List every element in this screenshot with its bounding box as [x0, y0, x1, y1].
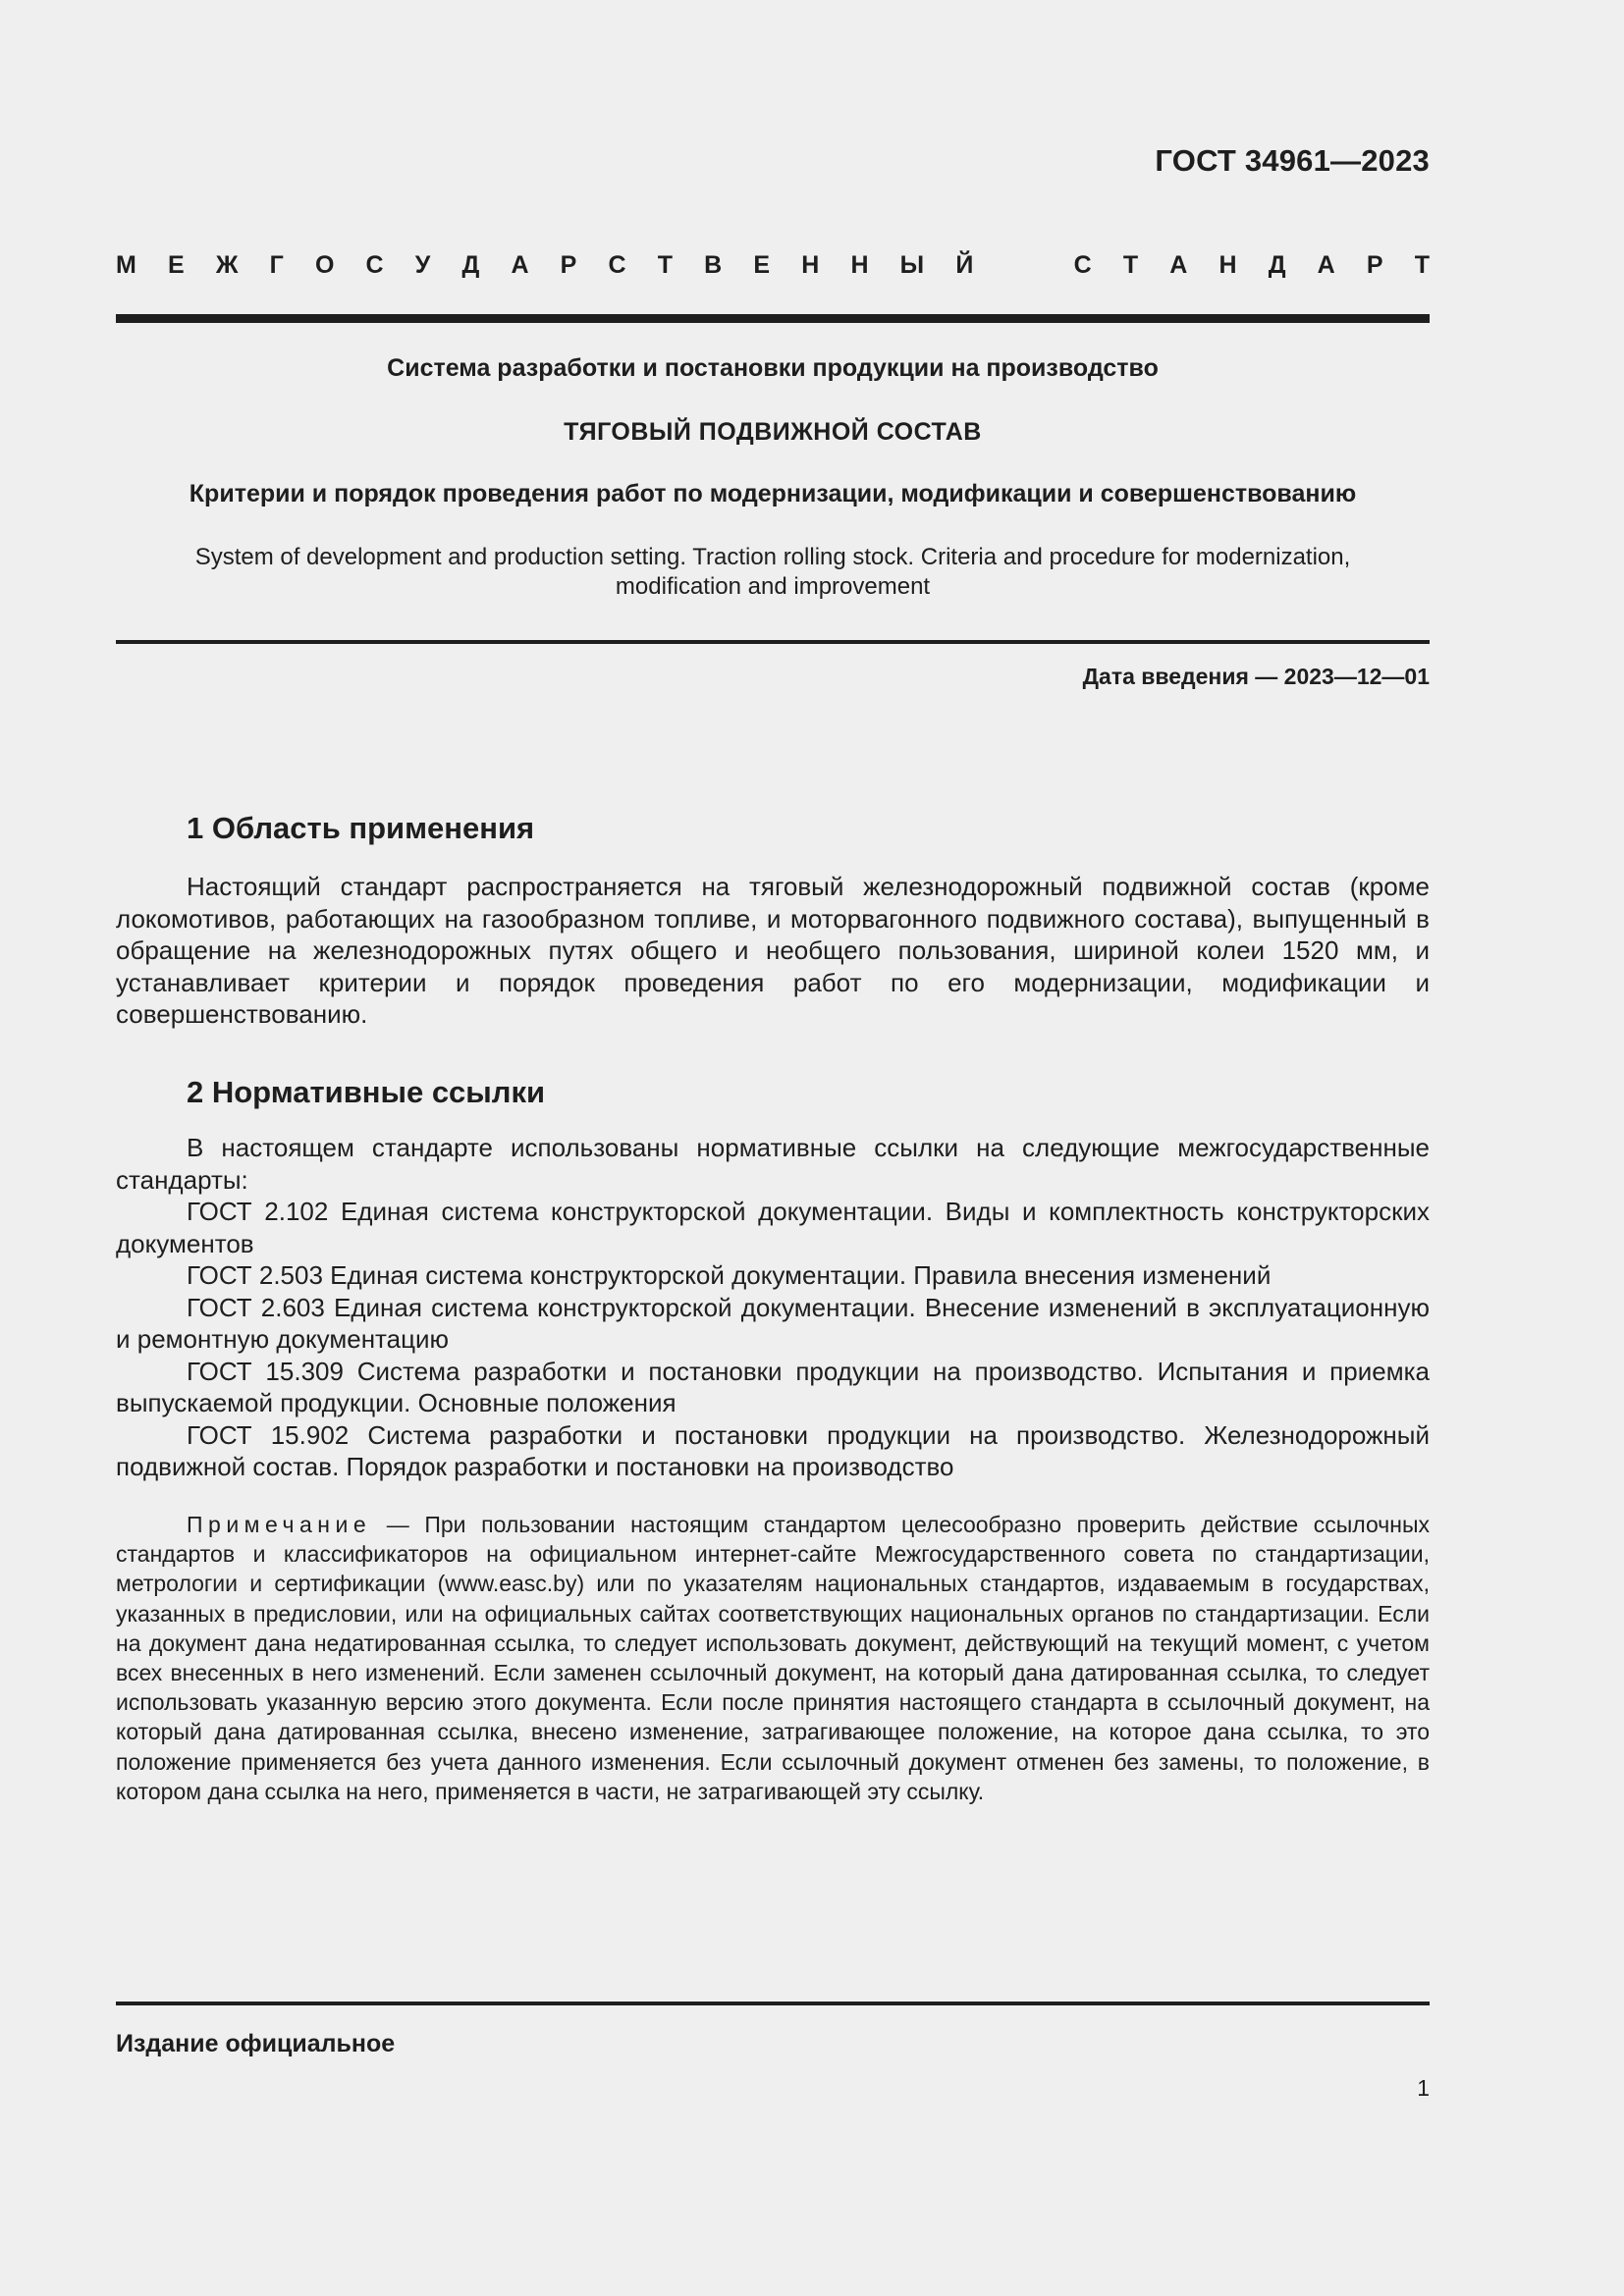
page-number: 1 — [1417, 2075, 1430, 2101]
note-text: — При пользовании настоящим стандартом целесообразно проверить действие ссылочных стандартов и классификаторов на официальном интернет-сайте Межгосударственного совета по стандартизации, метрологии и сертификации (www.easc.by) или по указателям национальных стандартов, издаваемым в государствах, указанных в предисловии, или на официальных сайтах соответствующих национальных органов по стандартизации. Если на документ дана недатированная ссылка, то следует использовать документ, действующий на текущий момент, с учетом всех внесенных в него изменений. Если заменен ссылочный документ, на который дана датированная ссылка, то следует использовать указанную версию этого документа. Если после принятия настоящего стандарта в ссылочный документ, на который дана датированная ссылка, внесено изменение, затрагивающее положение, на которое дана ссылка, то это положение применяется без учета данного изменения. Если ссылочный документ отменен без замены, то положение, в котором дана ссылка на него, применяется в части, не затрагивающей эту ссылку. — [116, 1512, 1430, 1804]
references-block — [116, 1132, 1430, 1483]
banner-letter: Ы — [899, 251, 925, 279]
banner-letter: М — [116, 251, 136, 279]
footer-rule — [116, 2002, 1430, 2005]
banner-letter: А — [1317, 251, 1335, 279]
banner-letter: Е — [753, 251, 771, 279]
banner-letter: Н — [801, 251, 820, 279]
banner-letter: Т — [1414, 251, 1430, 279]
banner-letter: А — [1169, 251, 1188, 279]
product-title: ТЯГОВЫЙ ПОДВИЖНОЙ СОСТАВ — [564, 418, 982, 446]
banner-letter: Е — [167, 251, 185, 279]
references-note — [116, 1510, 1430, 1806]
document-page — [116, 0, 1430, 2296]
section-heading-references: 2 Нормативные ссылки — [187, 1075, 546, 1109]
reference-item: ГОСТ 2.503 Единая система конструкторской документации. Правила внесения изменений — [187, 1260, 1272, 1290]
banner-letter: Д — [1268, 251, 1286, 279]
scope-text: Настоящий стандарт распространяется на тяговый железнодорожный подвижной состав (кроме локомотивов, работающих на газообразном топливе, и моторвагонного подвижного состава), выпущенный в обращение на железнодорожных путях общего и необщего пользования, шириной колеи 1520 мм, и устанавливает критерии и порядок проведения работ по его модернизации, модификации и совершенствованию. — [116, 872, 1430, 1029]
banner-letter: У — [414, 251, 431, 279]
banner-letter: Р — [560, 251, 577, 279]
banner-letter: С — [608, 251, 626, 279]
banner-letter: Й — [955, 251, 974, 279]
intro-date: Дата введения — 2023—12—01 — [1082, 664, 1430, 689]
banner-letter: С — [1073, 251, 1092, 279]
banner-letter: О — [314, 251, 335, 279]
header-rule — [116, 314, 1430, 323]
reference-item: ГОСТ 15.902 Система разработки и постановки продукции на производство. Железнодорожный подвижной состав. Порядок разработки и постановки на производство — [116, 1419, 1430, 1481]
banner-letter: А — [511, 251, 529, 279]
banner-letter: С — [365, 251, 384, 279]
interstate-standard-banner — [116, 251, 1430, 280]
banner-letter: Г — [269, 251, 284, 279]
banner-letter: Ж — [215, 251, 239, 279]
reference-item: ГОСТ 2.102 Единая система конструкторской документации. Виды и комплектность конструкторских документов — [116, 1197, 1430, 1258]
banner-letter: В — [704, 251, 723, 279]
scope-paragraph — [116, 871, 1430, 1031]
criteria-title: Критерии и порядок проведения работ по модернизации, модификации и совершенствованию — [189, 480, 1357, 507]
banner-gap — [1004, 251, 1042, 280]
banner-letter: Т — [1122, 251, 1139, 279]
note-label: Примечание — [187, 1512, 372, 1537]
banner-letter: Р — [1366, 251, 1383, 279]
title-rule — [116, 640, 1430, 644]
banner-letter: Д — [461, 251, 480, 279]
banner-letter: Н — [1218, 251, 1237, 279]
banner-letter: Н — [850, 251, 869, 279]
reference-item: ГОСТ 15.309 Система разработки и постановки продукции на производство. Испытания и приемка выпускаемой продукции. Основные положения — [116, 1356, 1430, 1417]
english-title: System of development and production setting. Traction rolling stock. Criteria and procedure for modernization, modification and improvement — [194, 544, 1351, 600]
system-title: Система разработки и постановки продукции на производство — [387, 354, 1159, 382]
section-heading-scope: 1 Область применения — [187, 811, 535, 845]
banner-letter: Т — [657, 251, 674, 279]
reference-item: ГОСТ 2.603 Единая система конструкторской документации. Внесение изменений в эксплуатационную и ремонтную документацию — [116, 1292, 1430, 1354]
doc-number: ГОСТ 34961—2023 — [1155, 143, 1430, 178]
references-intro: В настоящем стандарте использованы нормативные ссылки на следующие межгосударственные стандарты: — [116, 1133, 1430, 1195]
official-edition-label: Издание официальное — [116, 2030, 396, 2057]
